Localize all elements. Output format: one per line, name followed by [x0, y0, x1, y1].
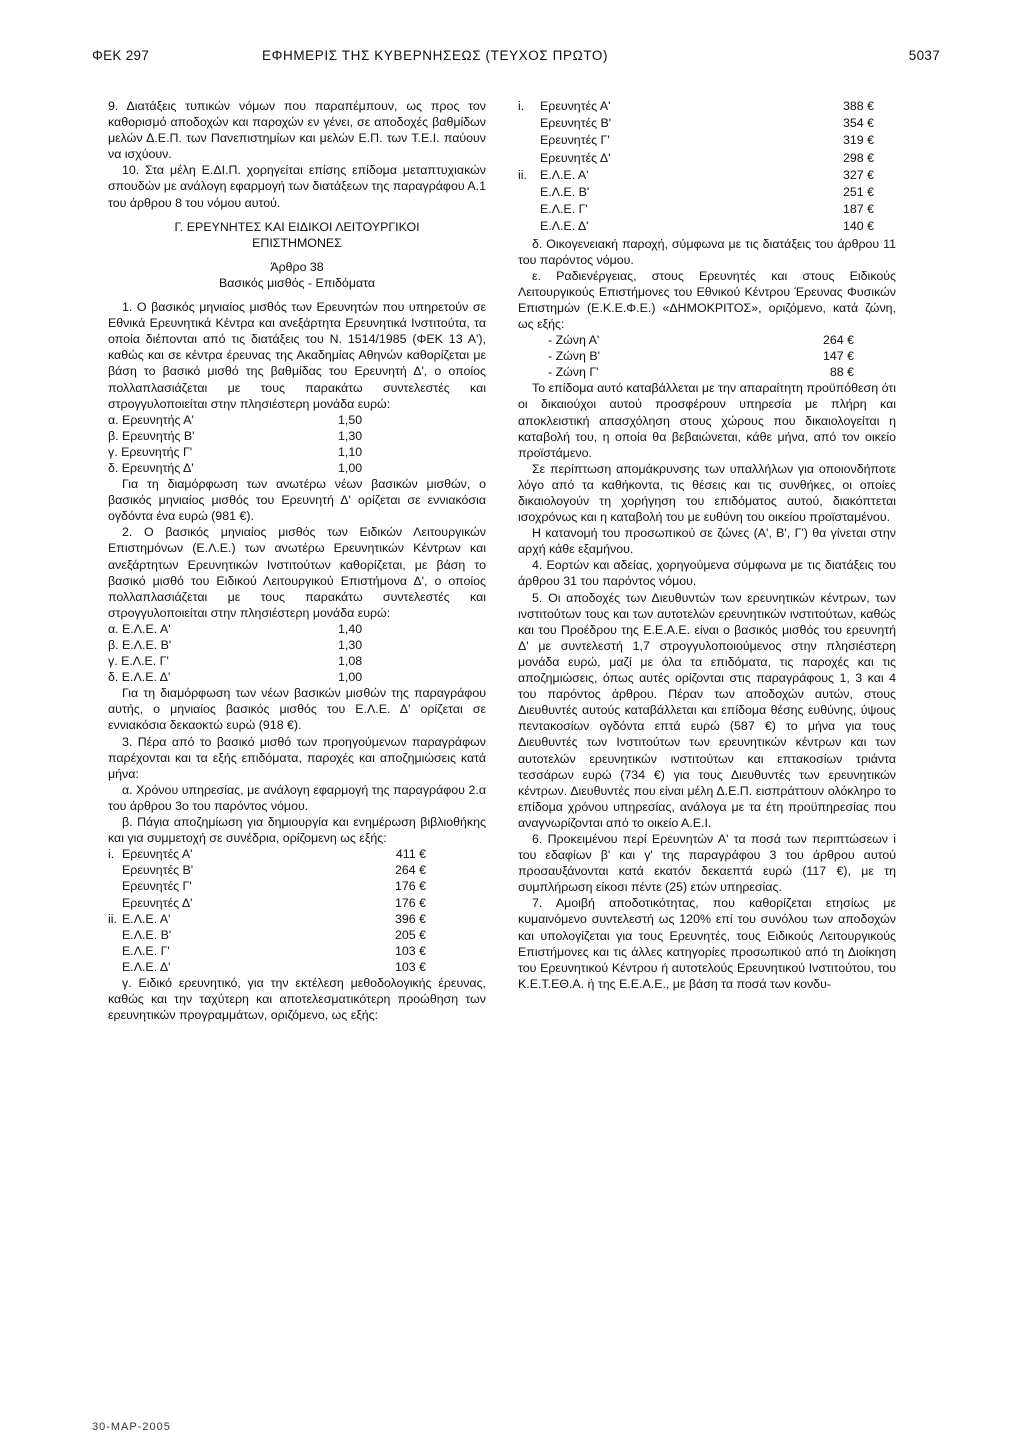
allowance-row: Ερευνητές Β' 264 € — [122, 863, 426, 878]
allowance-row: ii. Ε.Λ.Ε. Α' 327 € — [518, 167, 874, 182]
section-heading-line1: Γ. ΕΡΕΥΝΗΤΕΣ ΚΑΙ ΕΙΔΙΚΟΙ ΛΕΙΤΟΥΡΓΙΚΟΙ — [174, 219, 420, 234]
article-subheading: Βασικός μισθός - Επιδόματα — [218, 275, 376, 290]
paragraph-e3: Σε περίπτωση απομάκρυνσης των υπαλλήλων για οποιονδήποτε λόγο από τα καθήκοντα, τις θέσεις και τις συνθήκες, οι οποίες δικαιολογούν τη χορήγηση του επιδόματος αυτού, διακόπτεται ισοχρόνως και η καταβολή του με ευθύνη του οικείου προϊσταμένου. — [518, 461, 896, 525]
allowance-row: Ερευνητές Δ' 298 € — [540, 150, 874, 165]
coefficient-row: γ. Ερευνητής Γ' 1,10 — [108, 444, 363, 459]
allowance-row: Ε.Λ.Ε. Γ' 103 € — [122, 943, 426, 958]
ele-coefficient-list — [108, 621, 486, 685]
section-heading-line2: ΕΠΙΣΤΗΜΟΝΕΣ — [252, 235, 342, 250]
allowance-row: i. Ερευνητές Α' 411 € — [108, 847, 426, 862]
coefficient-row: δ. Ε.Λ.Ε. Δ' 1,00 — [108, 670, 363, 685]
gazette-title: ΕΦΗΜΕΡΙΣ ΤΗΣ ΚΥΒΕΡΝΗΣΕΩΣ (ΤΕΥΧΟΣ ΠΡΩΤΟ) — [262, 48, 609, 63]
allowance-row: Ερευνητές Δ' 176 € — [122, 895, 426, 910]
page-header — [92, 48, 940, 70]
paragraph-2: 2. Ο βασικός μηνιαίος μισθός των Ειδικών Λειτουργικών Επιστημόνων (Ε.Λ.Ε.) των ανωτέρω Ερευνητικών Κέντρων και ανεξάρτητων Ερευνητικών Ινστιτούτων καθορίζεται, με βάση το βασικό μισθό του Ειδικού Λειτουργικού Επιστήμονα Δ', ο οποίος πολλαπλασιάζεται με τους παρακάτω συντελεστές και στρογγυλοποιείται στην πλησιέστερη μονάδα ευρώ: — [108, 525, 486, 620]
paragraph-5: 5. Οι αποδοχές των Διευθυντών των ερευνητικών κέντρων, των ινστιτούτων τους και των αυτοτελών ερευνητικών ινστιτούτων, καθώς και του Προέδρου της Ε.Ε.Α.Ε. είναι ο βασικός μισθός του ερευνητή Δ' με συντελεστή 1,7 στρογγυλοποιούμενος στην πλησιέστερη μονάδα ευρώ, μαζί με όλα τα επιδόματα, τις παροχές και τις αποζημιώσεις, όπως αυτές ορίζονται στις παραγράφους 1, 3 και 4 του παρόντος άρθρου. Πέραν των αποδοχών αυτών, στους Διευθυντές αυτούς καταβάλλεται και επίδομα θέσης ευθύνης, ύψους πεντακοσίων ογδόντα επτά ευρώ (587 €) το μήνα για τους Διευθυντές των Ινστιτούτων των ερευνητικών κέντρων και των αυτοτελών ερευνητικών ινστιτούτων και επτακοσίων τριάντα τεσσάρων ευρώ (734 €) για τους Διευθυντές των ερευνητικών κέντρων. Διευθυντές που είναι μέλη Δ.Ε.Π. εισπράττουν ολόκληρο το επίδομα χρόνου υπηρεσίας, ανάλογα με τα έτη προϋπηρεσίας που αναγνωρίζονται από το οικείο Α.Ε.Ι. — [518, 590, 896, 830]
coefficient-row: α. Ερευνητής Α' 1,50 — [108, 412, 363, 427]
zone-row: - Ζώνη Γ' 88 € — [548, 365, 854, 380]
paragraph-e: ε. Ραδιενέργειας, στους Ερευνητές και στους Ειδικούς Λειτουργικούς Επιστήμονες του Εθνικού Κέντρου Έρευνας Φυσικών Επιστημών (Ε.Κ.Ε.Φ.Ε.) «ΔΗΜΟΚΡΙΤΟΣ», οριζόμενο, κατά ζώνη, ως εξής: — [518, 268, 896, 331]
article-heading: Άρθρο 38 — [270, 259, 324, 274]
allowance-row: Ερευνητές Γ' 176 € — [122, 879, 426, 894]
allowance-row: Ε.Λ.Ε. Δ' 140 € — [540, 219, 874, 234]
researcher-coefficient-list — [108, 412, 486, 476]
research-allowance-list — [518, 98, 896, 236]
library-allowance-list — [108, 846, 486, 975]
paragraph-3c: γ. Ειδικό ερευνητικό, για την εκτέλεση μεθοδολογικής έρευνας, καθώς και την ταχύτερη και αποτελεσματικότερη προώθηση των ερευνητικών προγραμμάτων, οριζόμενο, ως εξής: — [108, 975, 486, 1023]
paragraph-1b: Για τη διαμόρφωση των ανωτέρω νέων βασικών μισθών, ο βασικός μηνιαίος μισθός του Ερευνητή Δ' ορίζεται σε εννιακόσια ογδόντα ένα ευρώ (981 €). — [108, 477, 486, 524]
paragraph-2b: Για τη διαμόρφωση των νέων βασικών μισθών της παραγράφου αυτής, ο μηνιαίος βασικός μισθός του Ε.Λ.Ε. Δ' ορίζεται σε εννιακόσια δεκαοκτώ ευρώ (918 €). — [108, 686, 486, 733]
paragraph-3b: β. Πάγια αποζημίωση για δημιουργία και ενημέρωση βιβλιοθήκης και για συμμετοχή σε συνέδρια, ορίζομενη ως εξής: — [108, 815, 486, 846]
coefficient-row: β. Ε.Λ.Ε. Β' 1,30 — [108, 638, 363, 652]
zone-row: - Ζώνη Α' 264 € — [548, 333, 854, 348]
paragraph-9: 9. Διατάξεις τυπικών νόμων που παραπέμπουν, ως προς τον καθορισμό αποδοχών και παροχών εν γένει, σε αποδοχές βαθμίδων μελών Δ.Ε.Π. των Πανεπιστημίων και μελών Ε.Π. των Τ.Ε.Ι. παύουν να ισχύουν. — [108, 99, 486, 162]
zone-row: - Ζώνη Β' 147 € — [548, 349, 854, 364]
print-date-footer: 30-ΜΑΡ-2005 — [92, 1421, 171, 1433]
allowance-row: i. Ερευνητές Α' 388 € — [518, 99, 874, 113]
allowance-row: Ε.Λ.Ε. Β' 205 € — [122, 927, 426, 942]
coefficient-row: β. Ερευνητής Β' 1,30 — [108, 428, 363, 443]
paragraph-10: 10. Στα μέλη Ε.ΔΙ.Π. χορηγείται επίσης επίδομα μεταπτυχιακών σπουδών με ανάλογη εφαρμογή των διατάξεων της παραγράφου Α.1 του άρθρου 8 του νόμου αυτού. — [108, 163, 486, 210]
page-number: 5037 — [908, 48, 940, 63]
right-column — [518, 98, 896, 992]
allowance-row: Ερευνητές Γ' 319 € — [540, 133, 874, 148]
allowance-row: Ερευνητές Β' 354 € — [540, 116, 874, 131]
paragraph-e4: Η κατανομή του προσωπικού σε ζώνες (Α', Β', Γ') θα γίνεται στην αρχή κάθε εξαμήνου. — [518, 526, 896, 557]
paragraph-7: 7. Αμοιβή αποδοτικότητας, που καθορίζεται ετησίως με κυμαινόμενο συντελεστή ως 120% επί του συνόλου των αποδοχών και υπολογίζεται για τους Ερευνητές, τους Ειδικούς Λειτουργικούς Επιστήμονες και τις άλλες κατηγορίες προσωπικού από τη Διοίκηση του Ερευνητικού Κέντρου ή αυτοτελούς Ερευνητικού Ινστιτούτου, του Κ.Ε.Τ.ΕΘ.Α. ή της Ε.Ε.Α.Ε., με βάση τα ποσά των κονδυ- — [518, 896, 896, 991]
coefficient-row: δ. Ερευνητής Δ' 1,00 — [108, 460, 363, 475]
coefficient-row: α. Ε.Λ.Ε. Α' 1,40 — [108, 621, 363, 636]
gazette-issue-number: ΦΕΚ 297 — [92, 48, 150, 63]
paragraph-3: 3. Πέρα από το βασικό μισθό των προηγούμενων παραγράφων παρέχονται και τα εξής επιδόματα, παροχές και αποζημιώσεις κατά μήνα: — [108, 734, 486, 781]
left-column — [108, 98, 486, 1023]
paragraph-3a: α. Χρόνου υπηρεσίας, με ανάλογη εφαρμογή της παραγράφου 2.α του άρθρου 3ο του παρόντος νόμου. — [108, 782, 486, 813]
allowance-row: Ε.Λ.Ε. Δ' 103 € — [122, 959, 426, 974]
allowance-row: ii. Ε.Λ.Ε. Α' 396 € — [108, 911, 426, 926]
paragraph-1: 1. Ο βασικός μηνιαίος μισθός των Ερευνητών που υπηρετούν σε Εθνικά Ερευνητικά Κέντρα και ανεξάρτητα Ερευνητικά Ινστιτούτα, τα οποία διέπονται από τις διατάξεις του Ν. 1514/1985 (ΦΕΚ 13 Α'), καθώς και σε κέντρα έρευνας της Ακαδημίας Αθηνών καθορίζεται με βάση το βασικό μισθό της βαθμίδας του Ερευνητή Δ', ο οποίος πολλαπλασιάζεται με τους παρακάτω συντελεστές και στρογγυλοποιείται στην πλησιέστερη μονάδα ευρώ: — [108, 300, 486, 411]
paragraph-4: 4. Εορτών και αδείας, χορηγούμενα σύμφωνα με τις διατάξεις του άρθρου 31 του παρόντος νόμου. — [518, 558, 896, 589]
allowance-row: Ε.Λ.Ε. Γ' 187 € — [540, 202, 874, 217]
paragraph-e2: Το επίδομα αυτό καταβάλλεται με την απαραίτητη προϋπόθεση ότι οι δικαιούχοι αυτού προσφέρουν υπηρεσία με πλήρη και αποκλειστική απασχόληση στους χώρους που δικαιολογείται η καταβολή του, η οποία θα βεβαιώνεται, κάθε μήνα, από τον οικείο προϊστάμενο. — [518, 381, 896, 460]
allowance-row: Ε.Λ.Ε. Β' 251 € — [540, 184, 874, 199]
radiation-zone-list — [518, 332, 896, 380]
paragraph-d: δ. Οικογενειακή παροχή, σύμφωνα με τις διατάξεις του άρθρου 11 του παρόντος νόμου. — [518, 236, 896, 267]
paragraph-6: 6. Προκειμένου περί Ερευνητών Α' τα ποσά των περιπτώσεων i του εδαφίων β' και γ' της παραγράφου 3 του άρθρου αυτού προσαυξάνονται κατά εκατόν δεκαεπτά ευρώ (117 €), με τη συμπλήρωση είκοσι πέντε (25) ετών υπηρεσίας. — [518, 831, 896, 895]
coefficient-row: γ. Ε.Λ.Ε. Γ' 1,08 — [108, 654, 363, 669]
